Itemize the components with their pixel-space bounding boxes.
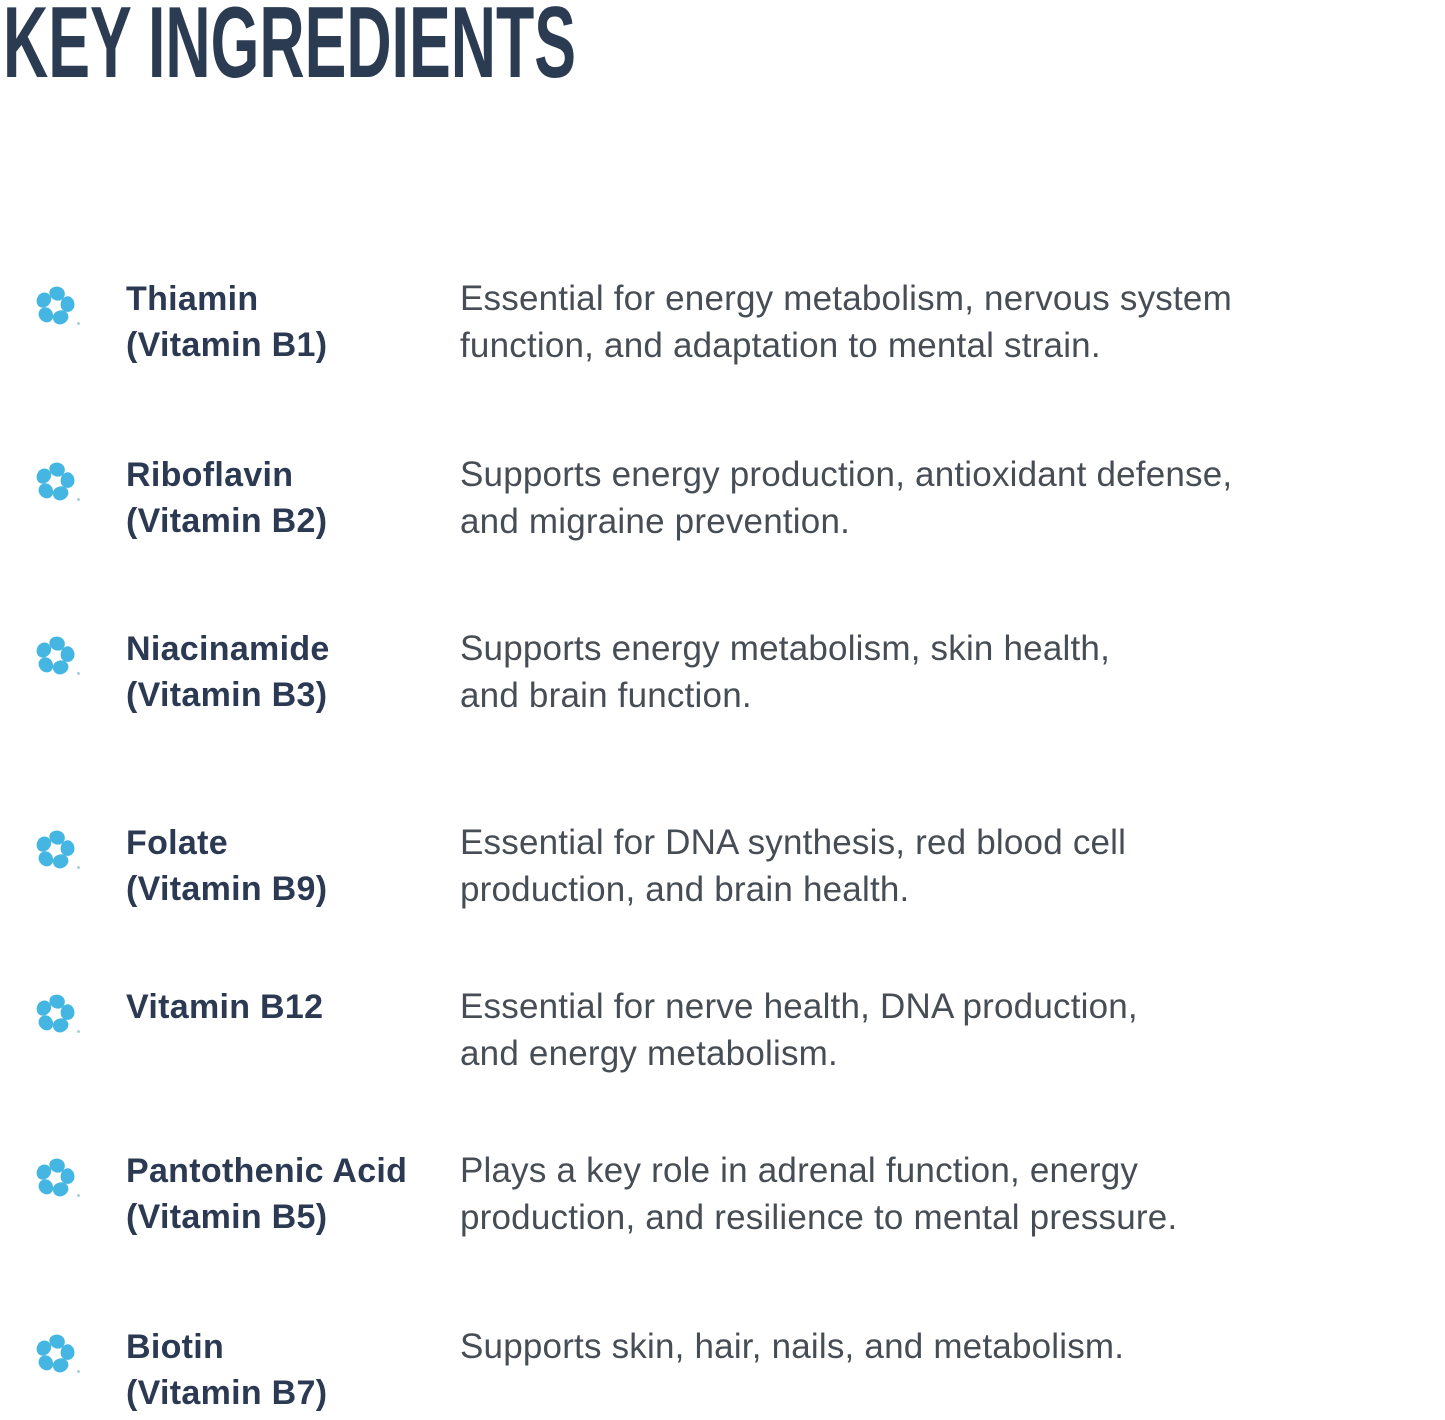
ingredient-name-sub: (Vitamin B9): [126, 870, 328, 908]
ingredient-name: [126, 984, 460, 1030]
ingredient-row: [0, 1327, 1445, 1416]
ingredient-name: [126, 626, 460, 718]
description-line: production, and brain health.: [460, 870, 910, 909]
ingredient-name-main: Pantothenic Acid: [126, 1152, 408, 1190]
trademark-dot: [77, 672, 80, 675]
description-line: Plays a key role in adrenal function, energy: [460, 1151, 1139, 1190]
description-line: Essential for energy metabolism, nervous system: [460, 279, 1232, 318]
ingredient-name-sub: (Vitamin B7): [126, 1374, 328, 1412]
ingredient-description: [460, 819, 1405, 913]
ingredient-name-main: Vitamin B12: [126, 988, 324, 1026]
ingredient-name-sub: (Vitamin B2): [126, 502, 328, 540]
trademark-dot: [77, 322, 80, 325]
trademark-dot: [77, 1370, 80, 1373]
ingredient-row: [0, 279, 1445, 369]
trademark-dot: [77, 1194, 80, 1197]
description-line: Supports skin, hair, nails, and metabolism.: [460, 1327, 1125, 1366]
five-petal-flower-icon: [32, 1155, 78, 1205]
five-petal-flower-icon: [32, 1331, 78, 1381]
ingredient-name: [126, 1148, 460, 1240]
description-line: production, and resilience to mental pressure.: [460, 1198, 1178, 1237]
ingredient-description: [460, 1147, 1405, 1241]
ingredient-description: [460, 275, 1405, 369]
trademark-dot: [77, 866, 80, 869]
ingredient-name-main: Riboflavin: [126, 456, 294, 494]
description-line: and migraine prevention.: [460, 502, 851, 541]
ingredient-name-sub: (Vitamin B3): [126, 676, 328, 714]
description-line: and brain function.: [460, 676, 752, 715]
ingredient-name-main: Biotin: [126, 1328, 225, 1366]
ingredient-name-main: Thiamin: [126, 280, 259, 318]
ingredient-name: [126, 452, 460, 544]
description-line: Supports energy production, antioxidant defense,: [460, 455, 1233, 494]
ingredient-name: [126, 1324, 460, 1416]
ingredient-row: [0, 455, 1445, 545]
description-line: and energy metabolism.: [460, 1034, 838, 1073]
ingredient-row: [0, 1151, 1445, 1241]
ingredient-name: [126, 276, 460, 368]
description-line: function, and adaptation to mental strain.: [460, 326, 1101, 365]
ingredient-name-sub: (Vitamin B5): [126, 1198, 328, 1236]
ingredient-description: [460, 1323, 1405, 1370]
ingredient-description: [460, 983, 1405, 1077]
description-line: Essential for DNA synthesis, red blood cell: [460, 823, 1127, 862]
ingredient-description: [460, 625, 1405, 719]
ingredient-name-main: Folate: [126, 824, 228, 862]
ingredient-row: [0, 629, 1445, 719]
five-petal-flower-icon: [32, 459, 78, 509]
ingredient-row: [0, 987, 1445, 1077]
ingredient-name-sub: (Vitamin B1): [126, 326, 328, 364]
ingredient-row: [0, 823, 1445, 913]
description-line: Supports energy metabolism, skin health,: [460, 629, 1110, 668]
ingredient-description: [460, 451, 1405, 545]
five-petal-flower-icon: [32, 991, 78, 1041]
five-petal-flower-icon: [32, 827, 78, 877]
trademark-dot: [77, 498, 80, 501]
five-petal-flower-icon: [32, 633, 78, 683]
trademark-dot: [77, 1030, 80, 1033]
page-title: KEY INGREDIENTS: [3, 0, 576, 99]
description-line: Essential for nerve health, DNA production,: [460, 987, 1138, 1026]
ingredient-name-main: Niacinamide: [126, 630, 330, 668]
five-petal-flower-icon: [32, 283, 78, 333]
ingredient-name: [126, 820, 460, 912]
